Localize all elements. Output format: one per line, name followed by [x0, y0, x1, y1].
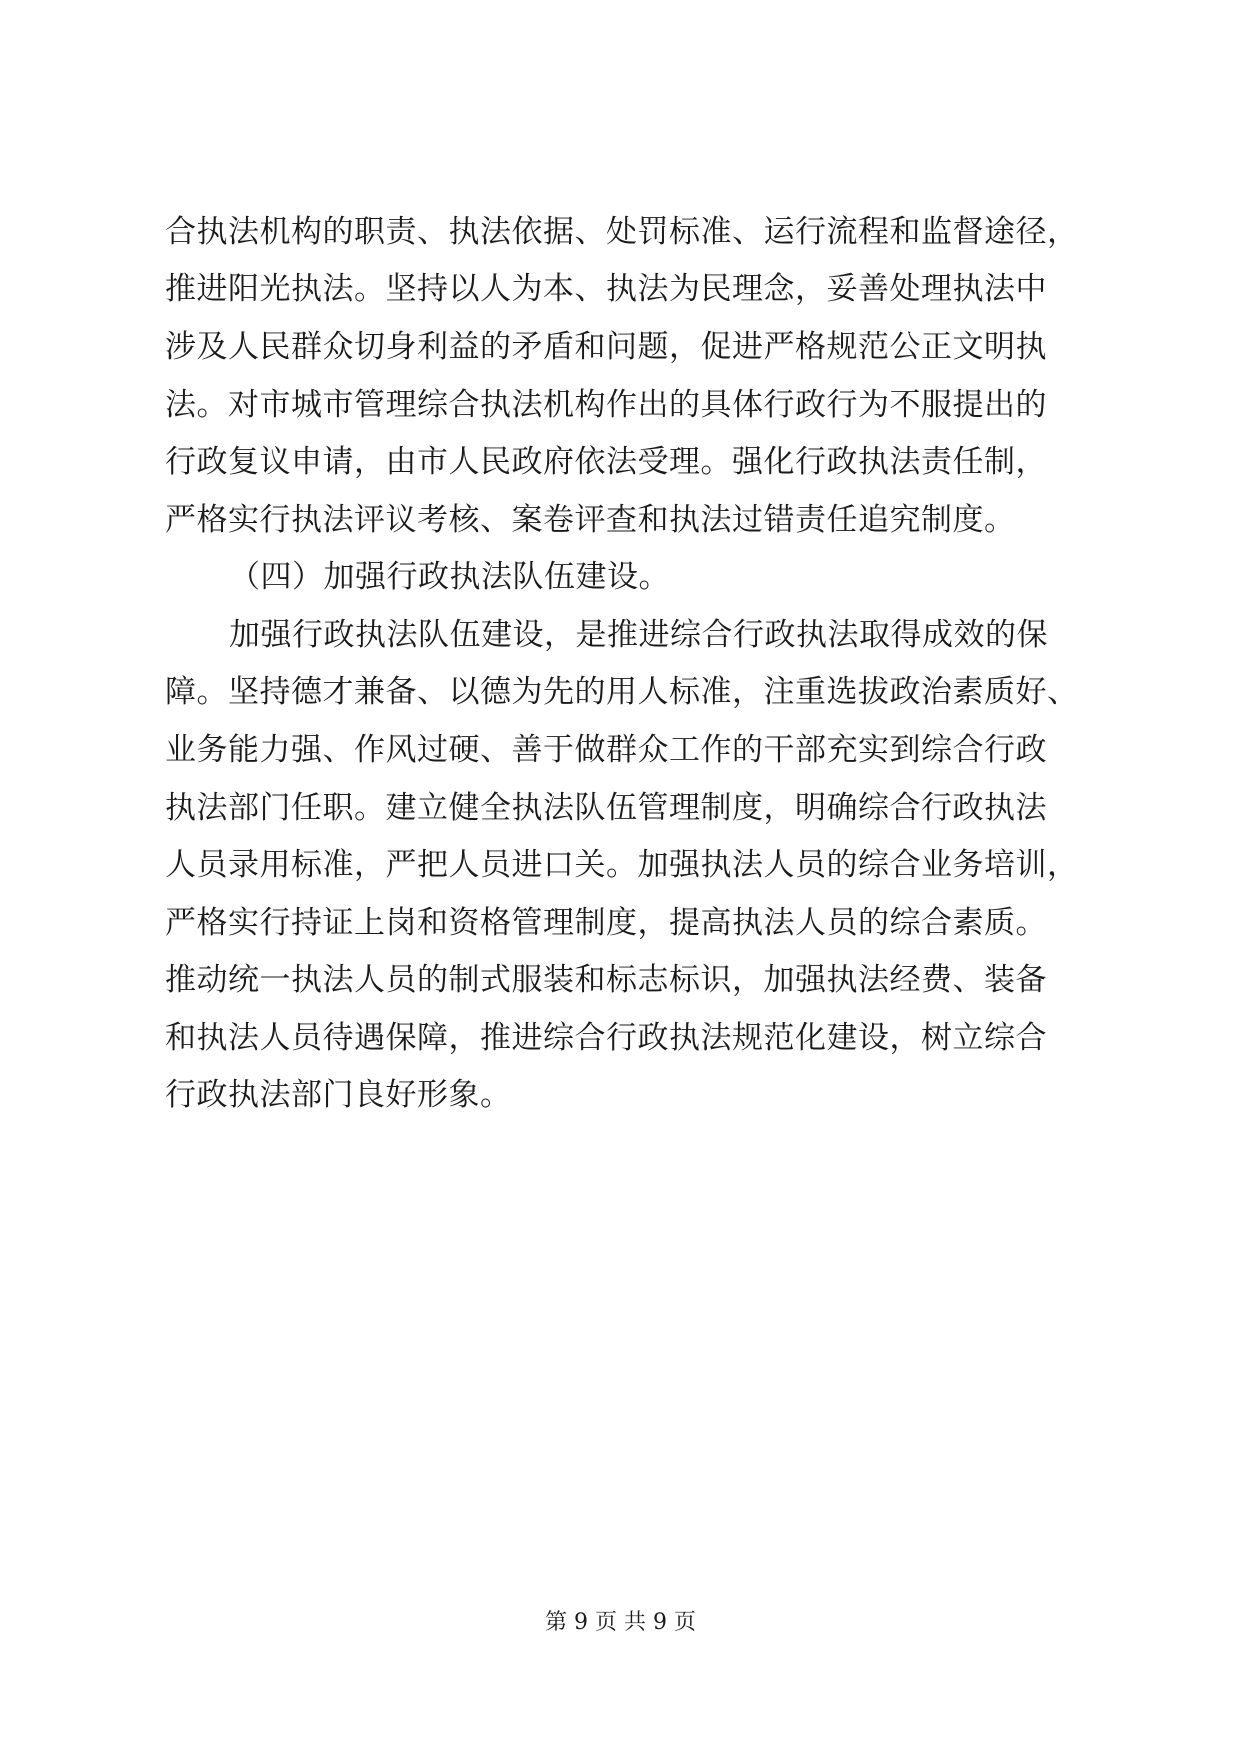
paragraph-line: 法。对市城市管理综合执法机构作出的具体行政行为不服提出的 — [165, 387, 1047, 423]
paragraph-line: 加强行政执法队伍建设，是推进综合行政执法取得成效的保 — [229, 617, 1048, 653]
paragraph-line: 推进阳光执法。坚持以人为本、执法为民理念，妥善处理执法中 — [165, 271, 1047, 307]
paragraph-line: 执法部门任职。建立健全执法队伍管理制度，明确综合行政执法 — [165, 790, 1047, 826]
paragraph-line: 推动统一执法人员的制式服装和标志标识，加强执法经费、装备 — [165, 962, 1047, 998]
paragraph-line: 人员录用标准，严把人员进口关。加强执法人员的综合业务培训， — [165, 847, 1079, 883]
paragraph-line: 障。坚持德才兼备、以德为先的用人标准，注重选拔政治素质好、 — [165, 674, 1079, 710]
paragraph-line: 涉及人民群众切身利益的矛盾和问题，促进严格规范公正文明执 — [165, 329, 1047, 365]
paragraph-line: 严格实行持证上岗和资格管理制度，提高执法人员的综合素质。 — [165, 905, 1047, 941]
paragraph-line: 合执法机构的职责、执法依据、处罚标准、运行流程和监督途径， — [165, 214, 1079, 250]
page-number-footer: 第 9 页 共 9 页 — [545, 1610, 696, 1635]
paragraph-line: 行政复议申请，由市人民政府依法受理。强化行政执法责任制， — [165, 444, 1047, 480]
paragraph-line: 业务能力强、作风过硬、善于做群众工作的干部充实到综合行政 — [165, 732, 1047, 768]
paragraph-line: 严格实行执法评议考核、案卷评查和执法过错责任追究制度。 — [165, 502, 1016, 538]
section-heading: （四）加强行政执法队伍建设。 — [229, 559, 670, 595]
paragraph-line: 和执法人员待遇保障，推进综合行政执法规范化建设，树立综合 — [165, 1020, 1047, 1056]
paragraph-line: 行政执法部门良好形象。 — [165, 1077, 512, 1113]
